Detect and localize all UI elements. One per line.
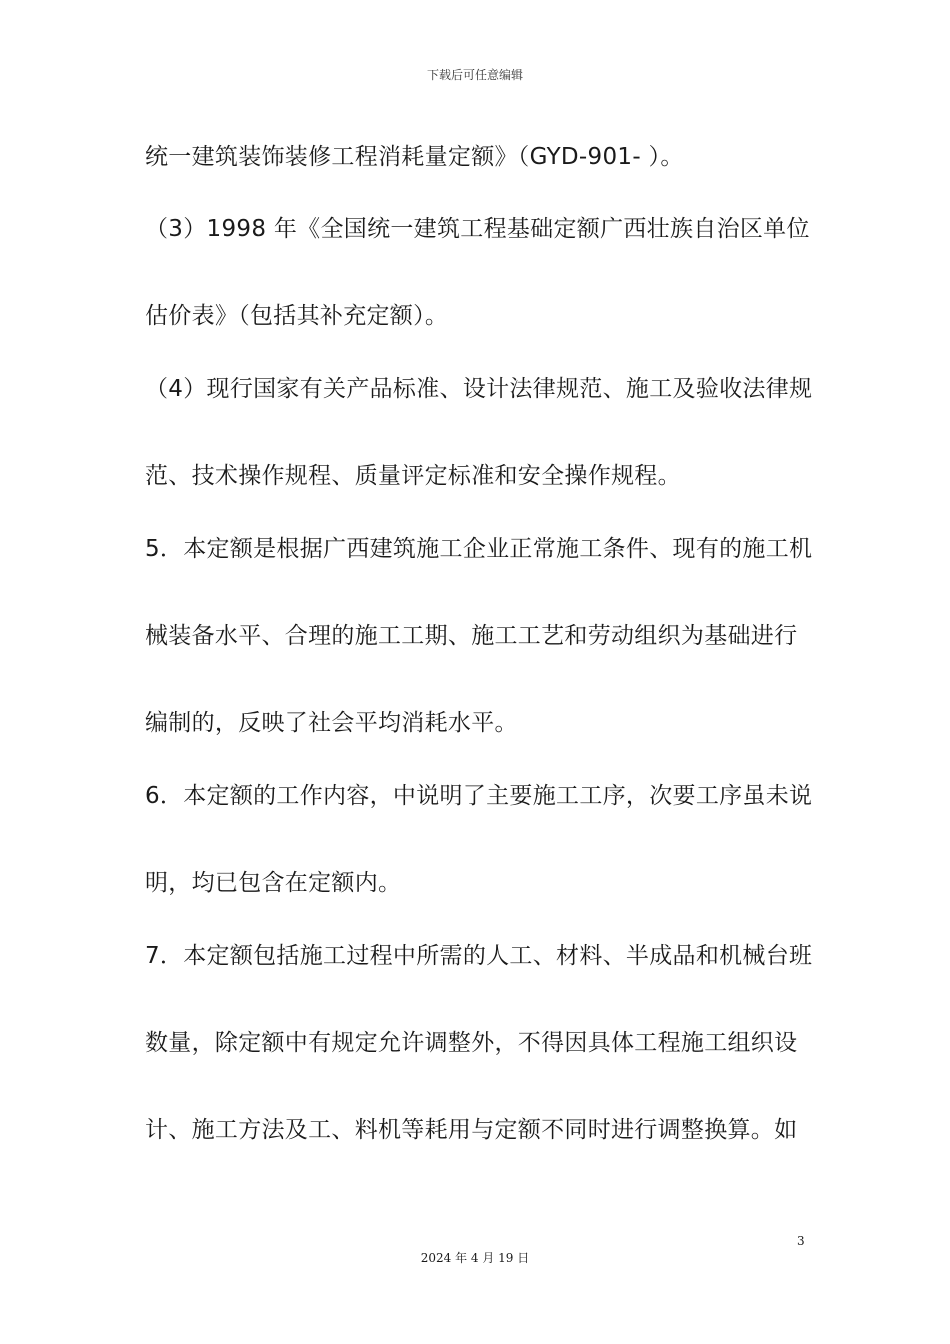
text-line: 6．本定额的工作内容，中说明了主要施工工序，次要工序虽未说 (145, 783, 813, 809)
text-line: 械装备水平、合理的施工工期、施工工艺和劳动组织为基础进行 (145, 623, 798, 649)
page-header: 下载后可任意编辑 (426, 68, 523, 82)
text-line: 编制的，反映了社会平均消耗水平。 (145, 710, 518, 736)
text-line: 7．本定额包括施工过程中所需的人工、材料、半成品和机械台班 (145, 943, 813, 969)
footer-date: 2024 年 4 月 19 日 (420, 1251, 530, 1265)
text-line: 5．本定额是根据广西建筑施工企业正常施工条件、现有的施工机 (145, 536, 813, 562)
page-number: 3 (797, 1234, 805, 1248)
text-line: 统一建筑装饰装修工程消耗量定额》（GYD-901- ）。 (145, 144, 684, 170)
text-line: 明，均已包含在定额内。 (145, 870, 402, 896)
text-line: （3）1998 年《全国统一建筑工程基础定额广西壮族自治区单位 (145, 216, 810, 242)
text-line: 计、施工方法及工、料机等耗用与定额不同时进行调整换算。如 (145, 1117, 798, 1143)
text-line: 估价表》（包括其补充定额）。 (145, 303, 449, 329)
text-line: （4）现行国家有关产品标准、设计法律规范、施工及验收法律规 (145, 376, 813, 402)
text-line: 范、技术操作规程、质量评定标准和安全操作规程。 (145, 463, 681, 489)
text-line: 数量，除定额中有规定允许调整外，不得因具体工程施工组织设 (145, 1030, 798, 1056)
